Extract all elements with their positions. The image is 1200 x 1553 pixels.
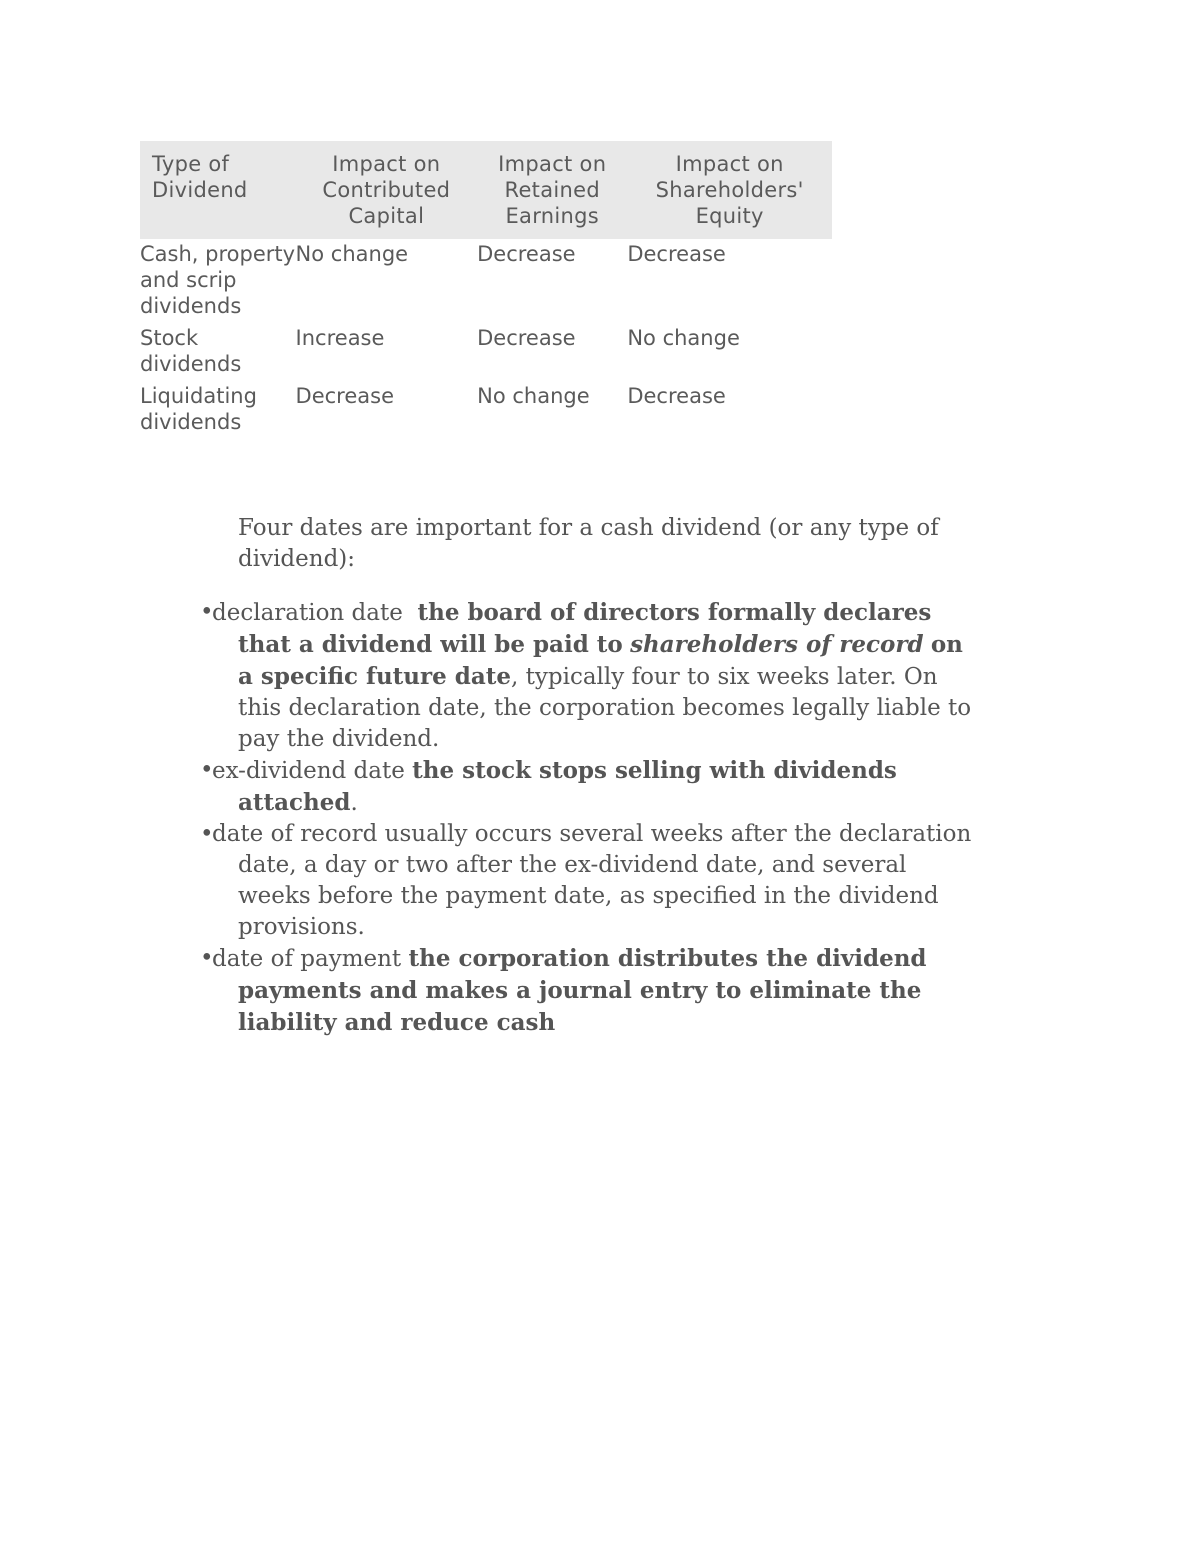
table-cell: Decrease <box>295 384 395 408</box>
list-item-date-of-record <box>200 819 980 943</box>
table-cell: Decrease <box>477 326 576 350</box>
term-declaration-date: declaration date <box>212 600 403 626</box>
dividend-impact-table <box>140 141 832 439</box>
table-cell: Decrease <box>477 242 576 266</box>
table-body <box>140 239 832 439</box>
table-cell: Decrease <box>627 242 726 266</box>
term-date-of-record: date of record <box>212 821 378 847</box>
bullet-icon: • <box>200 757 214 783</box>
table-header <box>140 141 832 239</box>
declaration-definition-bold-2: on a specific future date <box>238 631 963 690</box>
bullet-icon: • <box>200 821 214 847</box>
table-cell: No change <box>477 384 590 408</box>
table-cell: Decrease <box>627 384 726 408</box>
dividend-dates-list <box>200 597 980 1039</box>
list-item-declaration-date <box>200 597 980 755</box>
table-cell: No change <box>295 242 409 266</box>
ex-dividend-definition-bold: the stock stops selling with dividends attached <box>238 757 897 816</box>
declaration-definition-rest: , typically four to six weeks later. On this declaration date, the corporation becomes legally liable to pay the dividend. <box>238 664 972 752</box>
record-definition: usually occurs several weeks after the declaration date, a day or two after the ex-dividend date, and several weeks before the payment date, as specified in the dividend provisions. <box>238 821 972 940</box>
header-shareholders-equity: Impact on Shareholders' Equity <box>655 152 804 228</box>
table-header-row <box>140 141 832 239</box>
list-item-ex-dividend-date <box>200 755 980 819</box>
dividend-dates-notes <box>200 513 980 1039</box>
table-row <box>140 381 832 439</box>
term-date-of-payment: date of payment <box>212 946 402 972</box>
bullet-icon: • <box>200 945 214 971</box>
table-cell: Cash, property and scrip dividends <box>140 242 296 318</box>
table-cell: No change <box>627 326 740 350</box>
payment-definition-bold: the corporation distributes the dividend payments and makes a journal entry to eliminate the liability and reduce cash <box>238 945 927 1036</box>
table-row <box>140 239 832 323</box>
intro-paragraph: Four dates are important for a cash dividend (or any type of dividend): <box>238 515 939 572</box>
header-retained-earnings: Impact on Retained Earnings <box>498 152 607 228</box>
declaration-definition-bold: the board of directors formally declares that a dividend will be paid to <box>238 599 932 658</box>
table-cell: Liquidating dividends <box>140 384 257 434</box>
term-ex-dividend-date: ex-dividend date <box>212 758 405 784</box>
table-row <box>140 323 832 381</box>
table-cell: Increase <box>295 326 385 350</box>
table-cell: Stock dividends <box>140 326 242 376</box>
header-type-of-dividend: Type of Dividend <box>152 152 248 202</box>
header-contributed-capital: Impact on Contributed Capital <box>322 152 451 228</box>
list-item-date-of-payment <box>200 943 980 1039</box>
ex-dividend-definition-rest: . <box>350 790 358 816</box>
bullet-icon: • <box>200 599 214 625</box>
declaration-definition-italic: shareholders of record <box>630 631 924 658</box>
